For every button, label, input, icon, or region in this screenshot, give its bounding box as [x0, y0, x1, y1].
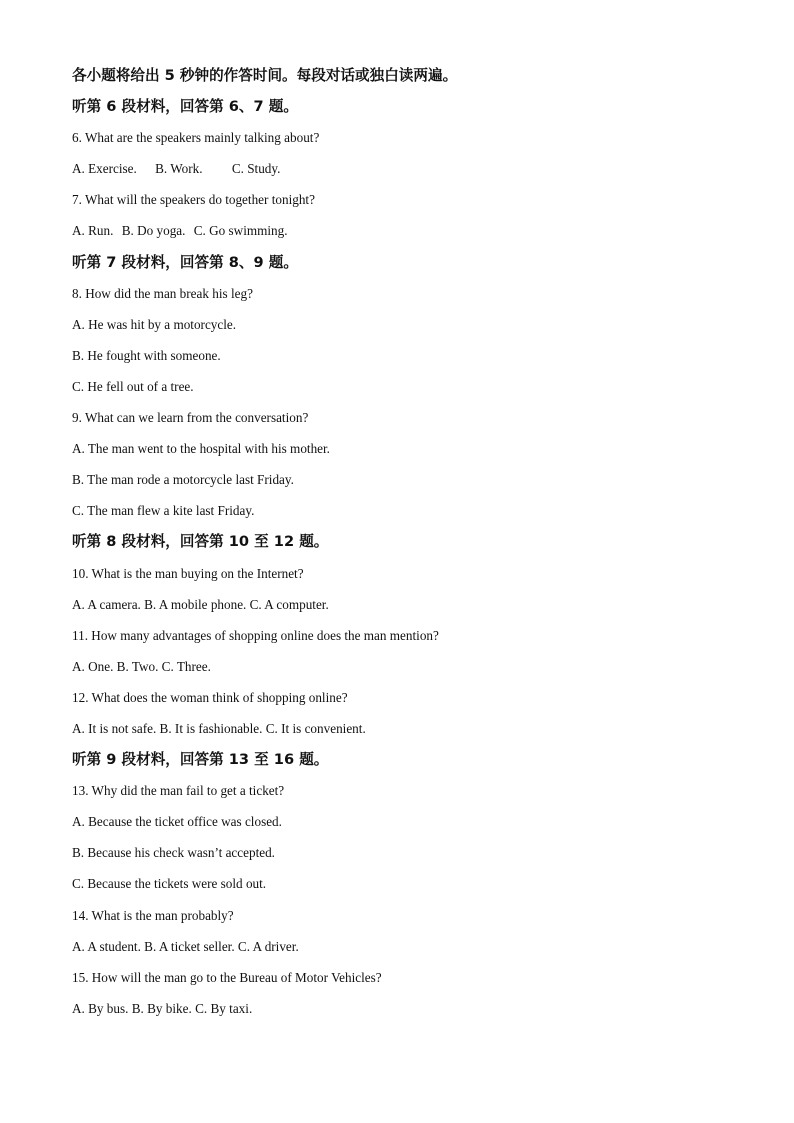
option-a: A. Because the ticket office was closed.	[72, 814, 282, 830]
section-heading: 听第 8 段材料，回答第 10 至 12 题。	[72, 533, 329, 551]
question-text: 11. How many advantages of shopping online does the man mention?	[72, 627, 439, 643]
question-text: 10. What is the man buying on the Internet?	[72, 565, 304, 581]
question-text: 14. What is the man probably?	[72, 907, 234, 923]
answer-options: A. By bus. B. By bike. C. By taxi.	[72, 1000, 253, 1016]
option-a: A. He was hit by a motorcycle.	[72, 316, 237, 332]
option-b: B. Work.	[155, 161, 203, 177]
option-a: A. The man went to the hospital with his mother.	[72, 441, 330, 457]
question-text: 15. How will the man go to the Bureau of Motor Vehicles?	[72, 969, 382, 985]
option-b: B. Do yoga.	[121, 223, 186, 239]
option-c: C. He fell out of a tree.	[72, 378, 194, 394]
section-heading: 听第 7 段材料，回答第 8、9 题。	[72, 253, 298, 271]
answer-options: A. It is not safe. B. It is fashionable. C. It is convenient.	[72, 720, 366, 736]
answer-options	[72, 153, 732, 184]
option-c: C. Because the tickets were sold out.	[72, 876, 267, 892]
option-b: B. He fought with someone.	[72, 347, 221, 363]
section-heading: 听第 6 段材料，回答第 6、7 题。	[72, 98, 298, 116]
answer-options: A. A camera. B. A mobile phone. C. A computer.	[72, 596, 329, 612]
question-text: 12. What does the woman think of shopping online?	[72, 689, 348, 705]
option-a: A. Run.	[72, 223, 114, 239]
option-b: B. The man rode a motorcycle last Friday.	[72, 472, 294, 488]
question-text: 7. What will the speakers do together tonight?	[72, 192, 315, 208]
question-text: 8. How did the man break his leg?	[72, 285, 253, 301]
answer-options: A. A student. B. A ticket seller. C. A driver.	[72, 938, 299, 954]
intro-instruction: 各小题将给出 5 秒钟的作答时间。每段对话或独白读两遍。	[72, 67, 458, 84]
option-c: C. The man flew a kite last Friday.	[72, 503, 255, 519]
answer-options	[72, 215, 732, 246]
option-c: C. Study.	[231, 161, 281, 177]
option-a: A. Exercise.	[72, 161, 137, 177]
option-c: C. Go swimming.	[193, 223, 288, 239]
option-b: B. Because his check wasn’t accepted.	[72, 845, 275, 861]
section-heading: 听第 9 段材料，回答第 13 至 16 题。	[72, 751, 329, 769]
question-text: 13. Why did the man fail to get a ticket?	[72, 783, 285, 799]
question-text: 9. What can we learn from the conversation?	[72, 410, 309, 426]
question-text: 6. What are the speakers mainly talking about?	[72, 130, 320, 146]
answer-options: A. One. B. Two. C. Three.	[72, 658, 211, 674]
exam-page	[72, 60, 732, 1024]
